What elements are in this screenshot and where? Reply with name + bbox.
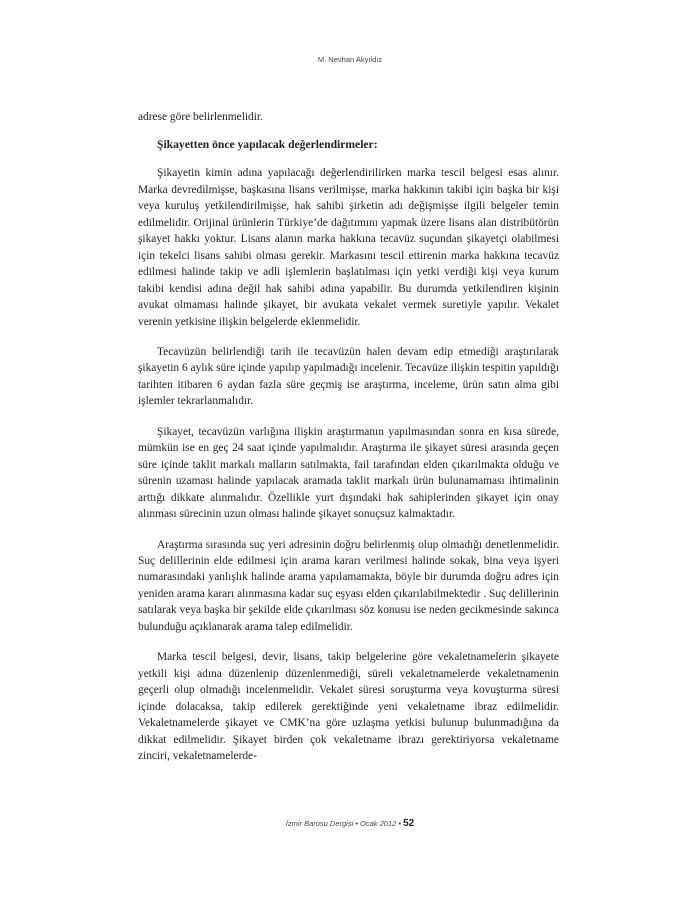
paragraph-2: Tecavüzün belirlendiği tarih ile tecavüzün halen devam edip etmediği araştırılarak şikayetin 6 aylık süre içinde yapılıp yapılmadığı incelenir. Tecavüze ilişkin tespitin yapıldığı tarihten itibaren 6 aydan fazla süre geçmiş ise araştırma, inceleme, ürün satın alma gibi işlemler tekrarlanmalıdır. bbox=[138, 345, 559, 408]
page-footer bbox=[0, 818, 700, 829]
section-heading: Şikayetten önce yapılacak değerlendirmeler: bbox=[157, 138, 378, 152]
paragraph-5: Marka tescil belgesi, devir, lisans, takip belgelerine göre vekaletnamelerin şikayete yetkili kişi adına düzenlenip düzenlenmediği, süreli vekaletnamelerde vekaletnamenin geçerli olup olmadığı incelenmelidir. Vekalet süresi soruşturma veya kovuşturma süresi içinde dolacaksa, takip edilerek gerektiğinde yeni vekaletname ibraz edilmelidir. Vekaletnamelerde şikayet ve CMK’na göre uzlaşma yetkisi bulunup bulunmadığına da dikkat edilmelidir. Şikayet birden çok vekaletname ibrazı gerektiriyorsa vekaletname zinciri, vekaletnamelerde- bbox=[138, 651, 559, 762]
footer-journal: İzmir Barosu Dergisi • Ocak 2012 • bbox=[285, 819, 402, 828]
article-body bbox=[138, 109, 559, 764]
paragraph-continuation: adrese göre belirlenmelidir. bbox=[138, 111, 263, 123]
paragraph-4: Araştırma sırasında suç yeri adresinin doğru belirlenmiş olup olmadığı denetlenmelidir. Suç delillerinin elde edilmesi için arama kararı verilmesi halinde sokak, bina veya işyeri numarasındaki yanlışlık halinde arama yapılamamakta, böyle bir durumda doğru adres için yeniden arama kararı alınmasına kadar suç eşyası elden çıkarılabilmektedir . Suç delillerinin satılarak veya başka bir şekilde elde çıkarılması söz konusu ise neden gecikmesinde sakınca bulunduğu açıklanarak arama talep edilmelidir. bbox=[138, 538, 559, 633]
running-header-author: M. Nevhan Akyıldız bbox=[317, 55, 383, 64]
page-number: 52 bbox=[403, 818, 415, 829]
paragraph-3: Şikayet, tecavüzün varlığına ilişkin araştırmanın yapılmasından sonra en kısa sürede, mümkün ise en geç 24 saat içinde yapılmalıdır. Araştırma ile şikayet süresi arasında geçen süre içinde taklit markalı malların satılmakta, fail tarafından elden çıkarılmakta olduğu ve sürenin uzaması halinde yapılacak aramada taklit markalı ürün bulunamaması ihtimalinin arttığı dikkate alınmalıdır. Özellikle yurt dışındaki hak sahiplerinden şikayet için onay alınması sürecinin uzun olması halinde şikayet sonuçsuz kalmaktadır. bbox=[138, 425, 559, 521]
paragraph-1: Şikayetin kimin adına yapılacağı değerlendirilirken marka tescil belgesi esas alınır. Marka devredilmişse, başkasına lisans verilmişse, marka hakkının takibi için başka bir kişi veya kuruluş yetkilendirilmişse, hak sahibi şirketin adı değişmişse ilgili belgeler temin edilmelidir. Orijinal ürünlerin Türkiye’de dağıtımını yapmak üzere lisans alan distribütörün şikayet hakkı yoktur. Lisans alanın marka hakkına tecavüz suçundan şikayetçi olabilmesi için tekelci lisans sahibi olması gerekir. Markasını tescil ettirenin marka hakkına tecavüz edilmesi halinde takip ve adli işlemlerin başlatılması için yetki verdiği kişi veya kurum takibi kendisi adına değil hak sahibi adına yapabilir. Bu durumda yetkilendiren kişinin avukat olmaması halinde şikayet, bir avukata vekalet vermek suretiyle yapılır. Vekalet verenin yetkisine ilişkin belgelerde eklenmelidir. bbox=[138, 167, 559, 328]
